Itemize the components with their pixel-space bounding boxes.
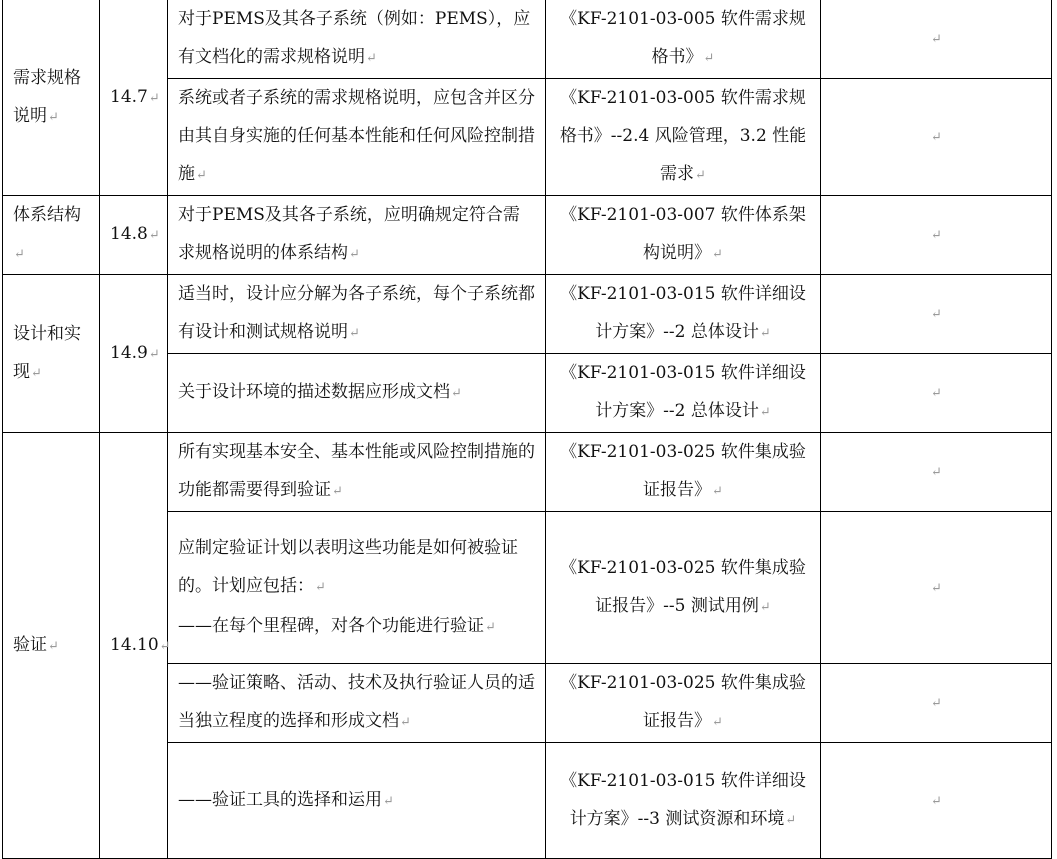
section-cell[interactable]	[3, 275, 100, 433]
requirement-text: ——验证策略、活动、技术及执行验证人员的适当独立程度的选择和形成文档 ↵	[178, 673, 535, 731]
section-label: 需求规格说明 ↵	[13, 68, 81, 126]
section-cell[interactable]	[3, 0, 100, 196]
section-label: 验证 ↵	[13, 635, 59, 655]
result-cell[interactable]	[821, 664, 1052, 743]
requirement-cell[interactable]	[168, 275, 546, 354]
requirement-cell[interactable]	[168, 664, 546, 743]
evidence-cell[interactable]	[546, 196, 821, 275]
requirement-cell[interactable]	[168, 79, 546, 196]
evidence-text: 《KF-2101-03-005 软件需求规格书》--2.4 风险管理，3.2 性能需求 ↵	[560, 88, 806, 184]
requirement-text: 关于设计环境的描述数据应形成文档 ↵	[178, 382, 462, 402]
table-row	[3, 433, 1052, 512]
evidence-cell[interactable]	[546, 664, 821, 743]
requirement-cell[interactable]	[168, 433, 546, 512]
clause-cell[interactable]	[100, 196, 168, 275]
clause-number: 14.10 ↵	[110, 635, 171, 655]
evidence-text: 《KF-2101-03-007 软件体系架构说明》 ↵	[560, 205, 806, 263]
evidence-cell[interactable]	[546, 275, 821, 354]
requirement-text: 对于PEMS及其各子系统，应明确规定符合需求规格说明的体系结构 ↵	[178, 205, 520, 263]
result-cell[interactable]	[821, 275, 1052, 354]
evidence-cell[interactable]	[546, 0, 821, 79]
result-cell[interactable]	[821, 79, 1052, 196]
clause-number: 14.7 ↵	[110, 87, 160, 107]
requirement-cell[interactable]	[168, 354, 546, 433]
section-label: 设计和实现 ↵	[13, 324, 81, 382]
evidence-text: 《KF-2101-03-015 软件详细设计方案》--3 测试资源和环境 ↵	[560, 771, 806, 829]
clause-cell[interactable]	[100, 0, 168, 196]
section-cell[interactable]	[3, 196, 100, 275]
requirement-cell[interactable]	[168, 512, 546, 664]
requirement-subitem: ——在每个里程碑，对各个功能进行验证 ↵	[178, 616, 496, 636]
table-row	[3, 196, 1052, 275]
requirement-text: 应制定验证计划以表明这些功能是如何被验证的。计划应包括： ↵	[178, 538, 518, 596]
requirement-text: 系统或者子系统的需求规格说明，应包含并区分由其自身实施的任何基本性能和任何风险控制措施 ↵	[178, 88, 535, 184]
evidence-text: 《KF-2101-03-005 软件需求规格书》 ↵	[560, 9, 806, 67]
clause-cell[interactable]	[100, 275, 168, 433]
evidence-text: 《KF-2101-03-015 软件详细设计方案》--2 总体设计 ↵	[560, 363, 806, 421]
result-cell[interactable]	[821, 196, 1052, 275]
requirement-text: 对于PEMS及其各子系统（例如：PEMS），应有文档化的需求规格说明 ↵	[178, 9, 530, 67]
result-cell[interactable]	[821, 743, 1052, 859]
evidence-text: 《KF-2101-03-025 软件集成验证报告》 ↵	[560, 442, 806, 500]
result-cell[interactable]	[821, 354, 1052, 433]
evidence-cell[interactable]	[546, 512, 821, 664]
requirement-text: ——验证工具的选择和运用 ↵	[178, 790, 394, 810]
evidence-cell[interactable]	[546, 79, 821, 196]
clause-cell[interactable]	[100, 433, 168, 859]
requirement-text: 适当时，设计应分解为各子系统，每个子系统都有设计和测试规格说明 ↵	[178, 284, 535, 342]
result-cell[interactable]	[821, 0, 1052, 79]
table-row	[3, 0, 1052, 79]
evidence-text: 《KF-2101-03-025 软件集成验证报告》--5 测试用例 ↵	[560, 558, 806, 616]
evidence-text: 《KF-2101-03-015 软件详细设计方案》--2 总体设计 ↵	[560, 284, 806, 342]
section-label: 体系结构 ↵	[13, 205, 81, 263]
requirement-cell[interactable]	[168, 0, 546, 79]
evidence-cell[interactable]	[546, 354, 821, 433]
result-cell[interactable]	[821, 512, 1052, 664]
requirement-cell[interactable]	[168, 743, 546, 859]
section-cell[interactable]	[3, 433, 100, 859]
clause-number: 14.8 ↵	[110, 224, 160, 244]
evidence-text: 《KF-2101-03-025 软件集成验证报告》 ↵	[560, 673, 806, 731]
compliance-table	[2, 0, 1052, 859]
requirement-cell[interactable]	[168, 196, 546, 275]
table-row	[3, 275, 1052, 354]
evidence-cell[interactable]	[546, 433, 821, 512]
clause-number: 14.9 ↵	[110, 343, 160, 363]
evidence-cell[interactable]	[546, 743, 821, 859]
requirement-text: 所有实现基本安全、基本性能或风险控制措施的功能都需要得到验证 ↵	[178, 442, 535, 500]
result-cell[interactable]	[821, 433, 1052, 512]
